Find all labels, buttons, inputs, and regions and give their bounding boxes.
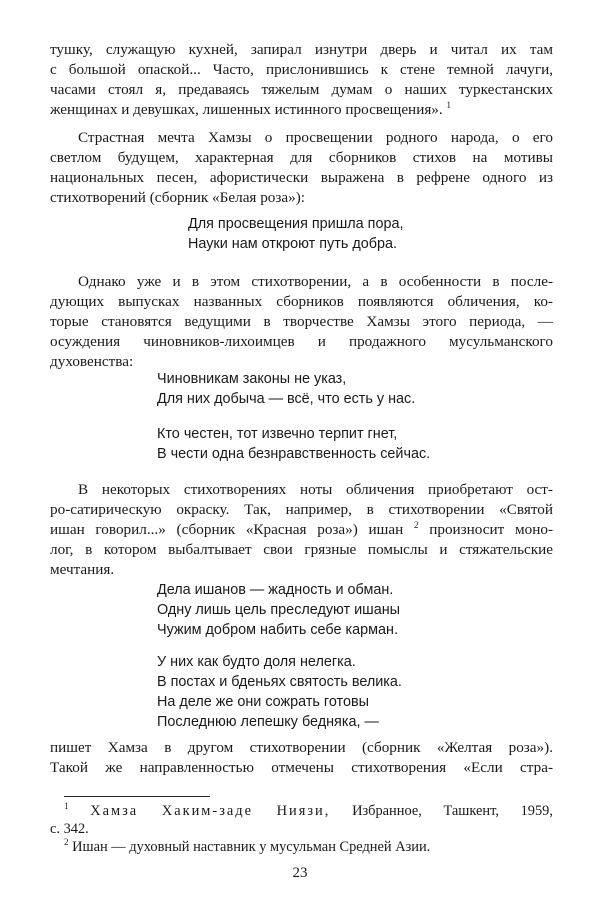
paragraph-5 — [50, 738, 553, 778]
paragraph-3 — [50, 272, 553, 372]
text-line: духовенства: — [50, 353, 134, 370]
footnote-text: Ишан — духовный наставник у мусульман Средней Азии. — [72, 839, 431, 855]
verse-line: Для них добыча — всё, что есть у нас. — [157, 391, 416, 407]
text-line — [50, 520, 553, 540]
text-fragment: женщинах и девушках, лишенных истинного просвещения». — [50, 101, 443, 118]
text-line: пишет Хамза в другом стихотворении (сборник «Желтая роза»). — [50, 739, 553, 756]
text-line: Такой же направленностью отмечены стихотворения «Если стра- — [50, 759, 553, 776]
footnote-1 — [50, 802, 553, 820]
text-line: национальных песен, афористически выражена в рефрене одного из — [50, 169, 553, 186]
text-line: тушку, служащую кухней, запирал изнутри дверь и читал их там — [50, 41, 553, 58]
text-line: осуждения чиновников-лихоимцев и продажного мусульманского — [50, 333, 553, 350]
text-fragment: ишан говорил...» (сборник «Красная роза») ишан — [50, 521, 404, 538]
text-line: Однако уже и в этом стихотворении, а в особенности в после- — [78, 273, 553, 290]
verse-5 — [157, 652, 402, 732]
footnote-mark: 1 — [64, 801, 69, 812]
verse-line: На деле же они сожрать готовы — [157, 694, 369, 710]
text-line: В некоторых стихотворениях ноты обличения приобретают ост- — [78, 481, 553, 498]
text-line: мечтания. — [50, 561, 115, 578]
text-line: стихотворений (сборник «Белая роза»): — [50, 189, 306, 206]
text-line: Страстная мечта Хамзы о просвещении родного народа, о его — [78, 129, 553, 146]
paragraph-2 — [50, 128, 553, 208]
text-line: светлом будущем, характерная для сборников стихов на мотивы — [50, 149, 553, 166]
footnotes — [50, 802, 553, 856]
footnote-author: Хамза Хаким-заде Ниязи, — [90, 803, 331, 819]
text-line: лог, в котором выбалтывает свои грязные помыслы и стяжательские — [50, 541, 553, 558]
verse-line: Последнюю лепешку бедняка, — — [157, 714, 379, 730]
verse-line: Чужим добром набить себе карман. — [157, 622, 398, 638]
verse-line: В постах и бденьях святость велика. — [157, 674, 402, 690]
footnote-mark: 2 — [64, 837, 69, 848]
verse-line: У них как будто доля нелегка. — [157, 654, 356, 670]
footnote-1-cont: с. 342. — [50, 821, 89, 837]
paragraph-1 — [50, 40, 553, 120]
text-line: с большой опаской... Часто, прислонившись к стене темной лачуги, — [50, 61, 553, 78]
paragraph-4 — [50, 480, 553, 580]
text-line: часами стоял я, предаваясь тяжелым думам о наших туркестанских — [50, 81, 553, 98]
verse-3 — [157, 424, 430, 464]
text-line: ро-сатирическую окраску. Так, например, в стихотворении «Святой — [50, 501, 553, 518]
verse-line: Одну лишь цель преследуют ишаны — [157, 602, 401, 618]
page-number: 23 — [292, 865, 308, 881]
footnote-2 — [50, 838, 553, 856]
verse-4 — [157, 580, 400, 640]
verse-line: Дела ишанов — жадность и обман. — [157, 582, 394, 598]
text-fragment: произносит моно- — [429, 521, 554, 538]
verse-line: В чести одна безнравственность сейчас. — [157, 446, 431, 462]
footnote-source: Избранное, Ташкент, 1959, — [352, 803, 553, 819]
verse-line: Для просвещения пришла пора, — [188, 216, 404, 232]
verse-1 — [188, 214, 403, 254]
verse-line: Кто честен, тот извечно терпит гнет, — [157, 426, 398, 442]
footnote-ref-2: 2 — [413, 519, 419, 530]
footnote-ref-1: 1 — [446, 99, 451, 110]
text-line — [50, 100, 553, 120]
verse-line: Науки нам откроют путь добра. — [188, 236, 397, 252]
footnote-divider — [64, 796, 210, 797]
verse-line: Чиновникам законы не указ, — [157, 371, 347, 387]
text-line: торые становятся ведущими в творчестве Хамзы этого периода, — — [50, 313, 553, 330]
verse-2 — [157, 369, 415, 409]
text-line: дующих выпусках названных сборников появляются обличения, ко- — [50, 293, 553, 310]
